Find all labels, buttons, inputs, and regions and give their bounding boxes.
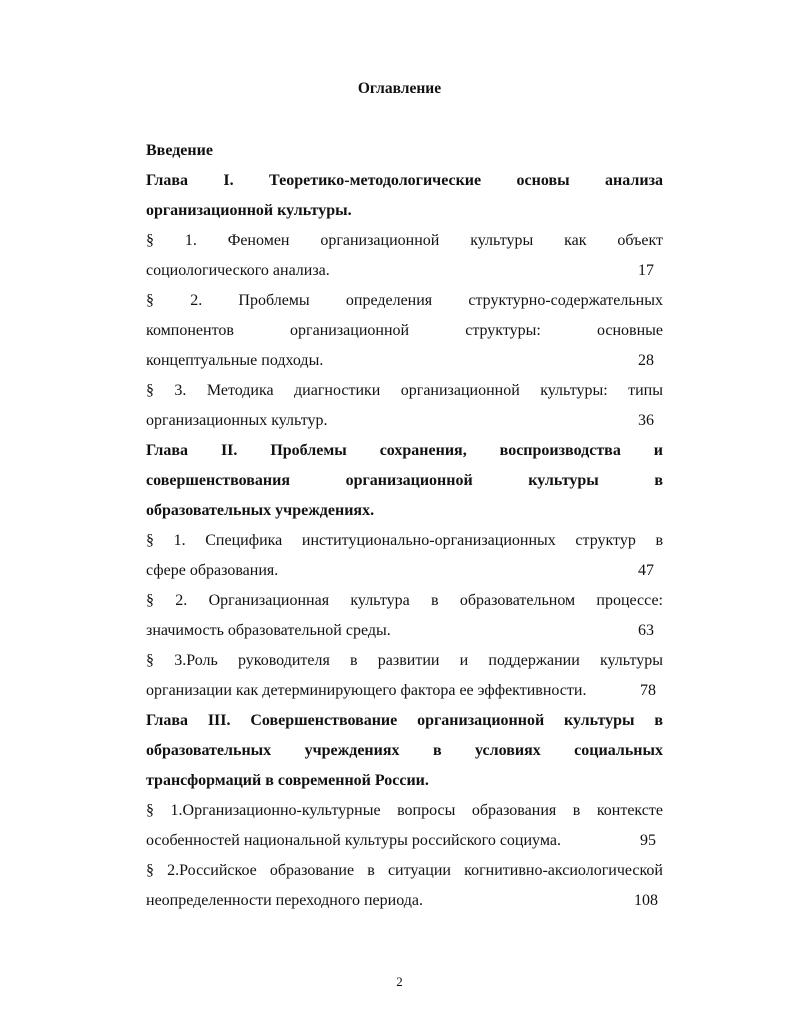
toc-section-3-2-line-1: § 2.Российское образование в ситуации когнитивно-аксиологической bbox=[146, 862, 663, 879]
toc-chapter-1-line-1: Глава I. Теоретико-методологические основы анализа bbox=[146, 172, 663, 189]
toc-section-2-1-text: сфере образования. bbox=[146, 562, 279, 579]
toc-section-3-1-page: 95 bbox=[640, 832, 656, 849]
toc-section-3-1-text: особенностей национальной культуры российского социума. bbox=[146, 832, 561, 849]
toc-section-2-1-line-1: § 1. Специфика институционально-организационных структур в bbox=[146, 532, 663, 549]
toc-section-1-2-line-2: компонентов организационной структуры: основные bbox=[146, 322, 663, 339]
toc-section-1-1-line-2 bbox=[146, 261, 663, 281]
toc-intro: Введение bbox=[146, 142, 213, 159]
toc-chapter-3-line-1: Глава III. Совершенствование организационной культуры в bbox=[146, 712, 663, 729]
toc-section-3-1-line-1: § 1.Организационно-культурные вопросы образования в контексте bbox=[146, 802, 663, 819]
toc-section-1-3-text: организационных культур. bbox=[146, 412, 328, 429]
toc-section-1-2-text: концептуальные подходы. bbox=[146, 352, 324, 369]
toc-section-3-2-line-2 bbox=[146, 891, 663, 911]
toc-section-2-3-line-1: § 3.Роль руководителя в развитии и поддержании культуры bbox=[146, 652, 663, 669]
toc-section-1-1-text: социологического анализа. bbox=[146, 262, 330, 279]
toc-section-3-2-text: неопределенности переходного периода. bbox=[146, 892, 423, 909]
toc-section-2-2-line-2 bbox=[146, 621, 663, 641]
toc-section-1-3-page: 36 bbox=[638, 412, 654, 429]
page-title: Оглавление bbox=[357, 80, 442, 97]
toc-section-1-3-line-2 bbox=[146, 411, 663, 431]
toc-section-1-2-line-1: § 2. Проблемы определения структурно-содержательных bbox=[146, 292, 663, 309]
toc-section-1-2-page: 28 bbox=[638, 352, 654, 369]
toc-section-2-3-text: организации как детерминирующего фактора ее эффективности. bbox=[146, 682, 587, 699]
toc-chapter-3-line-2: образовательных учреждениях в условиях социальных bbox=[146, 742, 663, 759]
toc-section-2-2-line-1: § 2. Организационная культура в образовательном процессе: bbox=[146, 592, 663, 609]
toc-section-1-3-line-1: § 3. Методика диагностики организационной культуры: типы bbox=[146, 382, 663, 399]
toc-section-2-3-page: 78 bbox=[640, 682, 656, 699]
toc-section-2-2-page: 63 bbox=[638, 622, 654, 639]
toc-chapter-2-line-3: образовательных учреждениях. bbox=[146, 502, 375, 519]
page-number: 2 bbox=[396, 974, 403, 989]
toc-section-2-1-page: 47 bbox=[638, 562, 654, 579]
toc-chapter-2-line-2: совершенствования организационной культуры в bbox=[146, 472, 663, 489]
toc-section-3-2-page: 108 bbox=[634, 892, 658, 909]
toc-section-1-1-page: 17 bbox=[638, 262, 654, 279]
toc-section-3-1-line-2 bbox=[146, 831, 663, 851]
toc-chapter-2-line-1: Глава II. Проблемы сохранения, воспроизводства и bbox=[146, 442, 663, 459]
toc-section-1-1-line-1: § 1. Феномен организационной культуры как объект bbox=[146, 232, 663, 249]
toc-section-1-2-line-3 bbox=[146, 351, 663, 371]
toc-section-2-2-text: значимость образовательной среды. bbox=[146, 622, 391, 639]
toc-section-2-3-line-2 bbox=[146, 681, 663, 701]
toc-chapter-3-line-3: трансформаций в современной России. bbox=[146, 772, 429, 789]
toc-section-2-1-line-2 bbox=[146, 561, 663, 581]
toc-chapter-1-line-2: организационной культуры. bbox=[146, 202, 352, 219]
